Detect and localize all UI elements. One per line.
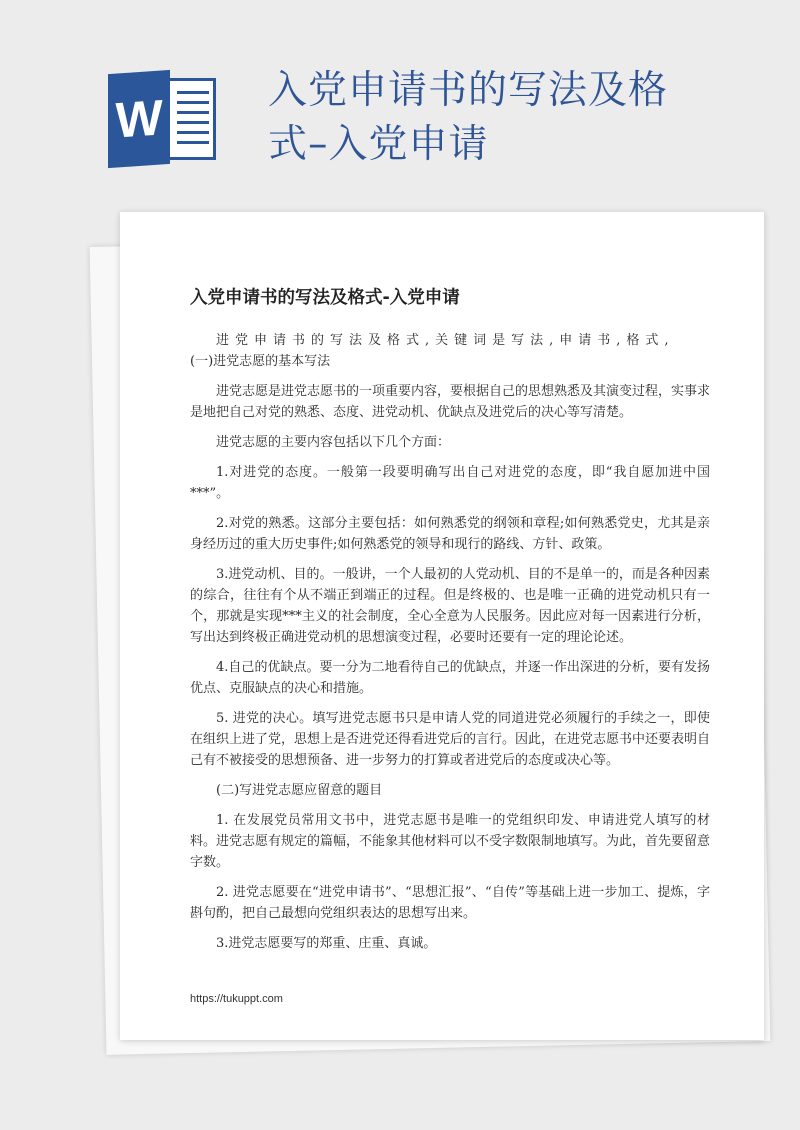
document-body xyxy=(190,330,710,963)
section-heading: (二)写进党志愿应留意的题目 xyxy=(216,783,383,798)
paragraph: 2.对党的熟悉。这部分主要包括：如何熟悉党的纲领和章程;如何熟悉党史，尤其是亲身经历过的重大历史事件;如何熟悉党的领导和现行的路线、方针、政策。 xyxy=(190,516,710,552)
footer-url: https://tukuppt.com xyxy=(190,993,283,1005)
document-title: 入党申请书的写法及格式-入党申请 xyxy=(190,288,460,308)
page-header xyxy=(0,0,800,200)
paragraph: 进党志愿的主要内容包括以下几个方面： xyxy=(216,435,451,450)
paragraph: 3.进党动机、目的。一般讲，一个人最初的人党动机、目的不是单一的，而是各种因素的综合，往往有个从不端正到端正的过程。但是终极的、也是唯一正确的进党动机只有一个，那就是实现***主义的社会制度，全心全意为人民服务。因此应对每一因素进行分析，写出达到终极正确进党动机的思想演变过程，必要时还要有一定的理论论述。 xyxy=(190,567,710,645)
header-title: 入党申请书的写法及格式–入党申请 xyxy=(268,68,669,167)
paragraph: 1. 在发展党员常用文书中，进党志愿书是唯一的党组织印发、申请进党人填写的材料。进党志愿有规定的篇幅，不能象其他材料可以不受字数限制地填写。为此，首先要留意字数。 xyxy=(190,813,711,870)
document-page xyxy=(120,212,764,1040)
word-document-icon xyxy=(108,72,218,162)
paragraph: 进党志愿是进党志愿书的一项重要内容，要根据自己的思想熟悉及其演变过程，实事求是地把自己对党的熟悉、态度、进党动机、优缺点及进党后的决心等写清楚。 xyxy=(190,384,711,420)
paragraph: 3.进党志愿要写的郑重、庄重、真诚。 xyxy=(216,936,437,951)
paragraph: 1.对进党的态度。一般第一段要明确写出自己对进党的态度，即“我自愿加进中国***”。 xyxy=(190,465,710,501)
intro-line: 进党申请书的写法及格式,关键词是写法,申请书,格式, xyxy=(216,333,675,348)
paragraph: 5. 进党的决心。填写进党志愿书只是申请人党的同道进党必须履行的手续之一，即使在组织上进了党，思想上是否进党还得看进党后的言行。因此，在进党志愿书中还要表明自己有不被接受的思想预备、进一步努力的打算或者进党后的态度或决心等。 xyxy=(190,711,711,768)
word-logo-letter: W xyxy=(108,70,170,168)
paragraph: 2. 进党志愿要在“进党申请书”、“思想汇报”、“自传”等基础上进一步加工、提炼，字斟句酌，把自己最想向党组织表达的思想写出来。 xyxy=(190,885,710,921)
section-heading: (一)进党志愿的基本写法 xyxy=(190,354,331,369)
paragraph: 4.自己的优缺点。要一分为二地看待自己的优缺点，并逐一作出深进的分析，要有发扬优点、克服缺点的决心和措施。 xyxy=(190,660,710,696)
